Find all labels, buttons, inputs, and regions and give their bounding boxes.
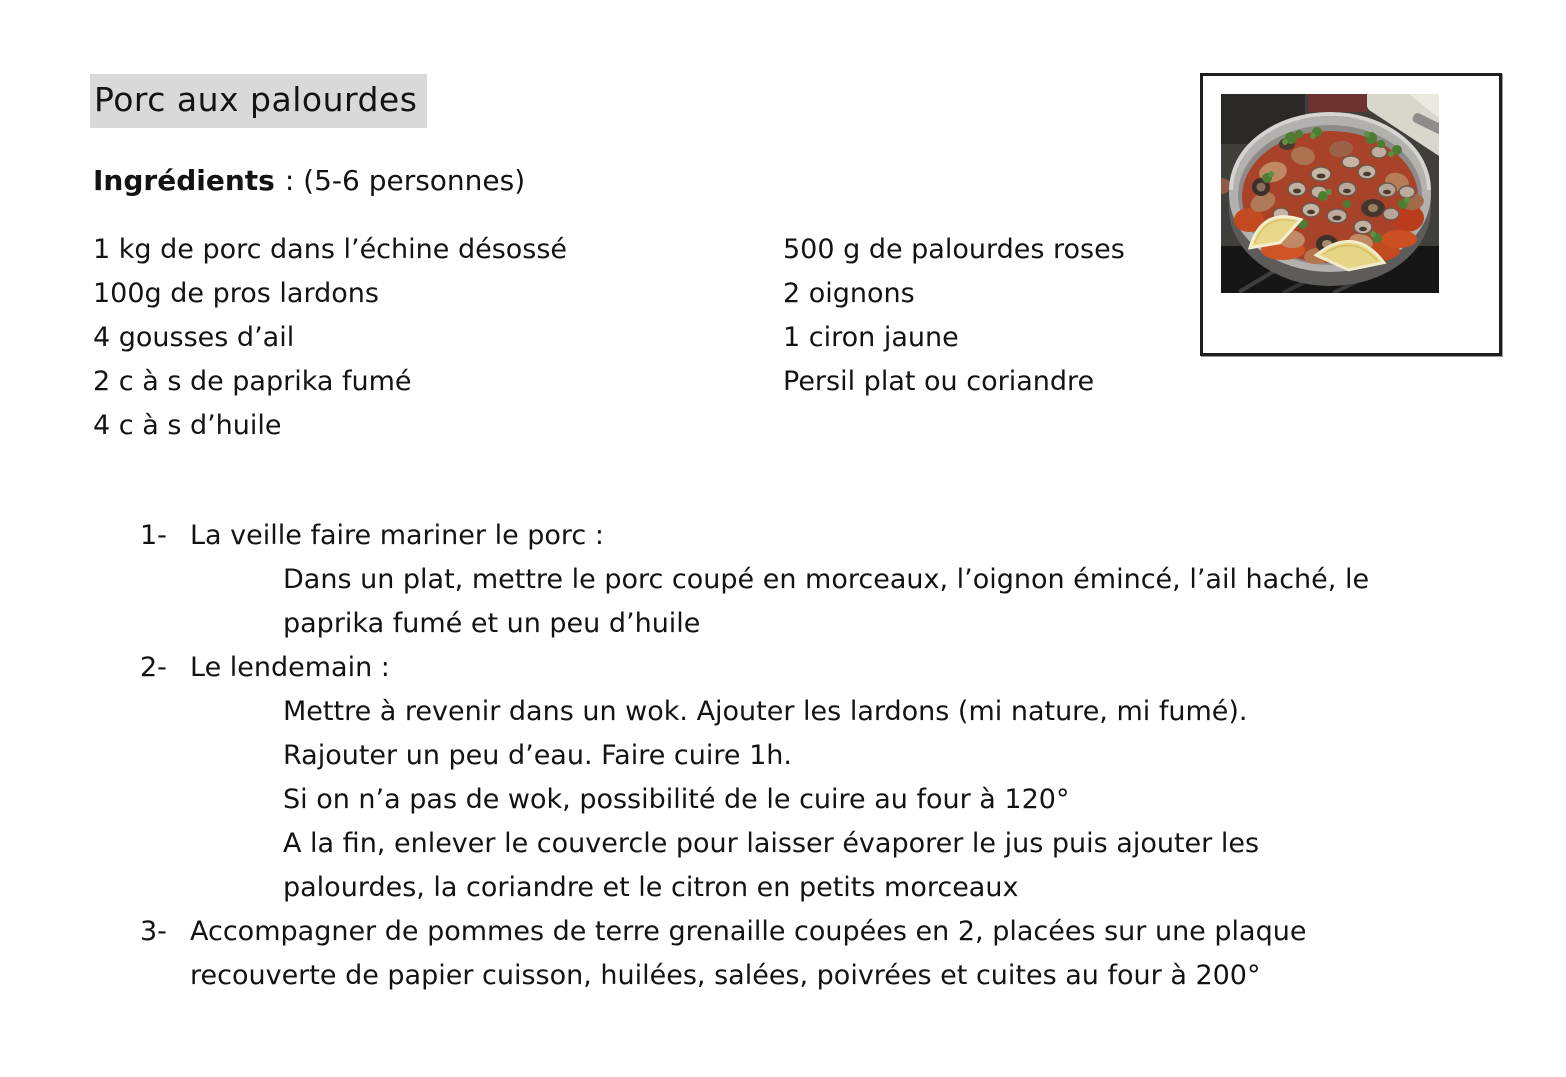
- instruction-text: Le lendemain :: [190, 652, 390, 683]
- instruction-number: [140, 954, 190, 998]
- instruction-text: La veille faire mariner le porc :: [190, 520, 604, 551]
- instruction-text: Accompagner de pommes de terre grenaille coupées en 2, placées sur une plaque: [190, 916, 1307, 947]
- ingredient-item: 500 g de palourdes roses: [783, 234, 1125, 265]
- instruction-line: [93, 954, 1513, 998]
- instruction-number: [233, 822, 283, 866]
- ingredient-item: 100g de pros lardons: [93, 278, 379, 309]
- ingredient-item: 1 ciron jaune: [783, 322, 959, 353]
- instruction-line: [93, 822, 1513, 866]
- instruction-number: [233, 778, 283, 822]
- instruction-text: Mettre à revenir dans un wok. Ajouter les lardons (mi nature, mi fumé).: [283, 696, 1248, 727]
- ingredient-item: 2 c à s de paprika fumé: [93, 366, 412, 397]
- dish-photo-frame: [1200, 73, 1502, 356]
- instruction-number: 2-: [140, 652, 167, 683]
- instruction-line: [93, 514, 1513, 558]
- ingredients-column-left: [93, 228, 783, 448]
- instruction-number: 3-: [140, 916, 167, 947]
- instruction-line: [93, 690, 1513, 734]
- instruction-text: Si on n’a pas de wok, possibilité de le cuire au four à 120°: [283, 784, 1070, 815]
- instruction-number: [233, 602, 283, 646]
- instruction-text: Dans un plat, mettre le porc coupé en morceaux, l’oignon émincé, l’ail haché, le: [283, 564, 1370, 595]
- ingredient-item: Persil plat ou coriandre: [783, 366, 1095, 397]
- instruction-line: [93, 646, 1513, 690]
- instructions-list: [93, 514, 1513, 998]
- ingredients-heading: [93, 161, 525, 201]
- ingredient-item: 4 c à s d’huile: [93, 410, 282, 441]
- instruction-number: [233, 558, 283, 602]
- instruction-line: [93, 558, 1513, 602]
- instruction-text: recouverte de papier cuisson, huilées, salées, poivrées et cuites au four à 200°: [190, 960, 1261, 991]
- ingredients-list: [93, 228, 1193, 448]
- instruction-number: [233, 734, 283, 778]
- instruction-text: paprika fumé et un peu d’huile: [283, 608, 701, 639]
- instruction-line: [93, 866, 1513, 910]
- ingredients-column-right: [783, 228, 1125, 448]
- instruction-number: 1-: [140, 520, 167, 551]
- instruction-text: palourdes, la coriandre et le citron en petits morceaux: [283, 872, 1019, 903]
- ingredient-item: 4 gousses d’ail: [93, 322, 295, 353]
- instruction-text: A la fin, enlever le couvercle pour laisser évaporer le jus puis ajouter les: [283, 828, 1260, 859]
- instruction-number: [233, 866, 283, 910]
- instruction-line: [93, 910, 1513, 954]
- ingredient-item: 2 oignons: [783, 278, 915, 309]
- instruction-line: [93, 778, 1513, 822]
- page-title: Porc aux palourdes: [90, 74, 427, 128]
- ingredient-item: 1 kg de porc dans l’échine désossé: [93, 234, 568, 265]
- ingredients-heading-label: Ingrédients: [93, 164, 275, 197]
- instruction-line: [93, 734, 1513, 778]
- ingredients-heading-detail: : (5-6 personnes): [284, 164, 526, 197]
- instruction-number: [233, 690, 283, 734]
- instruction-text: Rajouter un peu d’eau. Faire cuire 1h.: [283, 740, 792, 771]
- instruction-line: [93, 602, 1513, 646]
- dish-photo: [1221, 94, 1439, 293]
